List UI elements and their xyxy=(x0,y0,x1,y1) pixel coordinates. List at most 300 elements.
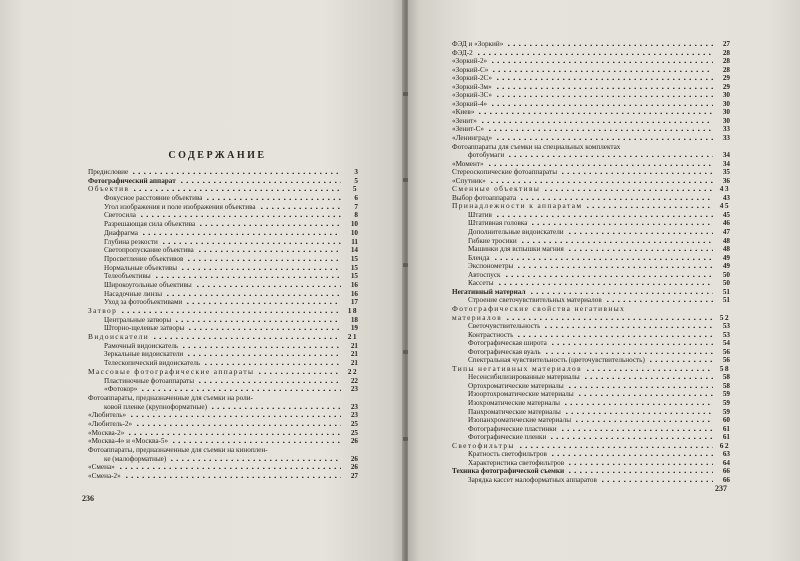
toc-entry-page: 46 xyxy=(722,219,730,228)
toc-entry-title: «Смена-2» xyxy=(88,472,121,481)
toc-leader-dots xyxy=(139,210,341,217)
toc-entry-page: 56 xyxy=(722,356,730,365)
toc-entry xyxy=(452,39,730,48)
toc-entry-page: 15 xyxy=(350,272,358,281)
toc-entry xyxy=(452,449,730,458)
toc-leader-dots xyxy=(490,99,713,106)
toc-leader-dots xyxy=(567,244,713,251)
toc-leader-dots xyxy=(169,454,341,461)
toc-entry xyxy=(452,381,730,390)
toc-entry-title: Изоортохроматические материалы xyxy=(468,390,574,399)
toc-entry-title: Объектив xyxy=(88,185,130,194)
toc-leader-dots xyxy=(544,347,713,354)
toc-entry xyxy=(452,116,730,125)
toc-leader-dots xyxy=(529,287,714,294)
toc-entry xyxy=(88,393,358,402)
toc-entry xyxy=(88,297,358,306)
toc-leader-dots xyxy=(495,90,713,97)
toc-leader-dots xyxy=(487,124,713,131)
toc-entry xyxy=(88,202,358,211)
toc-leader-dots xyxy=(505,313,713,320)
toc-leader-dots xyxy=(506,39,713,46)
toc-entry xyxy=(88,210,358,219)
toc-entry xyxy=(452,142,730,151)
toc-entry-title: «Зоркий-3С» xyxy=(452,91,492,100)
toc-leader-dots xyxy=(135,419,341,426)
toc-leader-dots xyxy=(129,410,341,417)
toc-entry-page: 48 xyxy=(722,236,730,245)
toc-leader-dots xyxy=(127,428,341,435)
toc-entry xyxy=(88,358,358,367)
toc-entry-title: Рамочный видоискатель xyxy=(104,341,179,350)
toc-entry-title: Телеобъективы xyxy=(104,272,151,281)
toc-entry xyxy=(452,201,730,210)
toc-entry-page: 14 xyxy=(350,246,358,255)
toc-entry-title: Принадлежности к аппаратам xyxy=(452,202,583,211)
toc-entry-title: Ортохроматические материалы xyxy=(468,381,564,390)
toc-leader-dots xyxy=(543,184,713,191)
toc-leader-dots xyxy=(487,159,713,166)
toc-entry-title: Светопропускание объектива xyxy=(104,246,194,255)
toc-entry-page: 36 xyxy=(722,176,730,185)
toc-entry xyxy=(452,244,730,253)
toc-entry xyxy=(88,306,358,315)
toc-leader-dots xyxy=(493,253,713,260)
toc-leader-dots xyxy=(152,332,341,339)
toc-leader-dots xyxy=(504,270,713,277)
toc-leader-dots xyxy=(600,475,713,482)
toc-leader-dots xyxy=(585,364,713,371)
toc-entry xyxy=(452,355,730,364)
toc-leader-dots xyxy=(489,176,713,183)
toc-entry-page: 26 xyxy=(350,454,358,463)
toc-entry-page: 63 xyxy=(722,450,730,459)
toc-leader-dots xyxy=(605,295,713,302)
toc-entry-title: Автоспуск xyxy=(468,270,501,279)
toc-leader-dots xyxy=(577,389,713,396)
toc-list-right xyxy=(452,39,730,483)
toc-entry xyxy=(452,261,730,270)
toc-entry xyxy=(88,176,358,185)
toc-leader-dots xyxy=(564,407,713,414)
toc-leader-dots xyxy=(477,107,713,114)
toc-entry-page: 26 xyxy=(350,463,358,472)
toc-entry xyxy=(452,107,730,116)
toc-entry-title: Фотографический аппарат xyxy=(88,176,176,185)
toc-entry-title: «Смена» xyxy=(88,463,115,472)
toc-entry-page: 61 xyxy=(722,424,730,433)
toc-entry-page: 51 xyxy=(722,287,730,296)
toc-entry-title: Сменные объективы xyxy=(452,185,541,194)
toc-leader-dots xyxy=(131,167,341,174)
toc-entry xyxy=(452,73,730,82)
toc-entry-title: ковой пленке (крупноформатные) xyxy=(104,402,207,411)
toc-entry-page: 25 xyxy=(350,419,358,428)
toc-entry-title: Спектральная чувствительность (цветочувствительность) xyxy=(468,356,645,365)
toc-entry xyxy=(88,445,358,454)
toc-leader-dots xyxy=(549,432,713,439)
toc-entry xyxy=(452,295,730,304)
toc-entry xyxy=(88,376,358,385)
toc-entry-title: «Зоркий-С» xyxy=(452,65,489,74)
toc-entry xyxy=(452,441,730,450)
toc-entry xyxy=(452,90,730,99)
toc-entry xyxy=(452,432,730,441)
toc-entry-page: 56 xyxy=(722,347,730,356)
toc-entry-title: Светосила xyxy=(104,211,136,220)
page-number-left: 236 xyxy=(82,494,94,503)
toc-entry-title: Дополнительные видоискатели xyxy=(468,228,564,237)
toc-entry-page: 53 xyxy=(722,330,730,339)
toc-entry-page: 43 xyxy=(722,193,730,202)
toc-entry xyxy=(452,389,730,398)
toc-entry-title: фотобумаги xyxy=(468,151,505,160)
toc-leader-dots xyxy=(560,167,713,174)
toc-leader-dots xyxy=(171,436,341,443)
toc-leader-dots xyxy=(507,150,713,157)
toc-entry-title: «Любитель-2» xyxy=(88,419,133,428)
toc-entry-title: Выбор фотоаппарата xyxy=(452,193,517,202)
toc-entry xyxy=(88,471,358,480)
toc-leader-dots xyxy=(519,193,713,200)
toc-entry-title: Светофильтры xyxy=(452,441,515,450)
toc-leader-dots xyxy=(165,289,341,296)
toc-list-left xyxy=(88,167,358,480)
toc-entry-page: 35 xyxy=(722,168,730,177)
toc-leader-dots xyxy=(141,228,341,235)
toc-leader-dots xyxy=(495,73,713,80)
toc-entry-title: материалов xyxy=(452,313,503,322)
toc-entry-title: Телескопический видоискатель xyxy=(104,359,201,368)
toc-entry-title: Нормальные объективы xyxy=(104,263,178,272)
toc-entry xyxy=(88,349,358,358)
toc-leader-dots xyxy=(495,210,713,217)
toc-entry-page: 53 xyxy=(722,322,730,331)
toc-entry xyxy=(88,193,358,202)
toc-entry xyxy=(88,436,358,445)
toc-entry xyxy=(452,304,730,313)
toc-entry xyxy=(452,424,730,433)
toc-entry-title: Угол изображения и поле изображения объектива xyxy=(104,202,256,211)
toc-entry-title: «Зоркий-3м» xyxy=(452,82,492,91)
toc-entry xyxy=(452,338,730,347)
toc-entry xyxy=(452,364,730,373)
toc-entry-title: Разрешающая сила объектива xyxy=(104,220,196,229)
toc-entry-title: Предисловие xyxy=(88,168,129,176)
toc-entry-page: 23 xyxy=(350,411,358,420)
toc-entry-title: «Момент» xyxy=(452,159,484,168)
toc-entry xyxy=(88,419,358,428)
toc-entry-title: «Зоркий-2С» xyxy=(452,74,492,83)
toc-entry-page: 28 xyxy=(722,65,730,74)
toc-entry xyxy=(88,271,358,280)
toc-entry-title: Фотоаппараты для съемки на специальных комплектах xyxy=(452,142,621,151)
toc-entry xyxy=(452,150,730,159)
toc-entry-page: 21 xyxy=(347,332,358,342)
toc-entry-title: «Зенит-С» xyxy=(452,125,484,134)
toc-leader-dots xyxy=(140,384,341,391)
toc-leader-dots xyxy=(585,201,713,208)
toc-entry xyxy=(88,245,358,254)
toc-leader-dots xyxy=(154,271,341,278)
toc-entry-page: 27 xyxy=(350,472,358,481)
toc-entry-title: Гибкие тросики xyxy=(468,236,517,245)
toc-entry xyxy=(452,287,730,296)
toc-leader-dots xyxy=(210,402,341,409)
toc-entry-page: 18 xyxy=(347,306,358,315)
toc-entry-title: Характеристика светофильтров xyxy=(468,458,565,467)
toc-entry-title: «Зоркий-2» xyxy=(452,57,488,66)
toc-leader-dots xyxy=(480,116,713,123)
toc-entry xyxy=(452,278,730,287)
toc-entry-page: 10 xyxy=(350,220,358,229)
toc-entry xyxy=(452,466,730,475)
toc-leader-dots xyxy=(180,263,341,270)
toc-entry-title: «Ленинград» xyxy=(452,134,493,143)
toc-entry-page: 50 xyxy=(722,270,730,279)
toc-entry xyxy=(452,82,730,91)
toc-entry-title: «Спутник» xyxy=(452,176,486,185)
toc-leader-dots xyxy=(560,424,713,431)
toc-leader-dots xyxy=(490,56,713,63)
toc-entry-page: 61 xyxy=(722,433,730,442)
toc-entry-title: Экспонометры xyxy=(468,262,514,271)
toc-entry-title: Зарядка кассет малоформатных аппаратов xyxy=(468,475,597,484)
toc-leader-dots xyxy=(203,358,341,365)
toc-entry xyxy=(452,159,730,168)
toc-leader-dots xyxy=(118,462,341,469)
toc-leader-dots xyxy=(495,133,713,140)
toc-entry-page: 7 xyxy=(354,202,358,211)
toc-entry-page: 3 xyxy=(354,168,358,176)
toc-entry xyxy=(88,184,358,193)
toc-entry-page: 18 xyxy=(350,315,358,324)
toc-entry xyxy=(452,99,730,108)
toc-leader-dots xyxy=(185,297,341,304)
toc-entry-page: 28 xyxy=(722,57,730,66)
toc-leader-dots xyxy=(120,306,341,313)
toc-entry-page: 16 xyxy=(350,289,358,298)
toc-leader-dots xyxy=(132,184,341,191)
toc-leader-dots xyxy=(259,202,341,209)
toc-entry xyxy=(452,176,730,185)
toc-entry xyxy=(88,410,358,419)
toc-leader-dots xyxy=(197,376,341,383)
toc-entry-page: 59 xyxy=(722,390,730,399)
toc-entry-page: 17 xyxy=(350,298,358,307)
toc-entry-title: Изохроматические материалы xyxy=(468,398,560,407)
toc-leader-dots xyxy=(491,65,713,72)
toc-leader-dots xyxy=(648,355,713,362)
toc-entry-page: 59 xyxy=(722,407,730,416)
toc-leader-dots xyxy=(518,441,713,448)
toc-entry-page: 48 xyxy=(722,245,730,254)
toc-leader-dots xyxy=(567,458,713,465)
toc-entry-page: 62 xyxy=(719,440,730,450)
toc-entry xyxy=(452,133,730,142)
toc-entry xyxy=(88,228,358,237)
toc-entry-page: 66 xyxy=(722,467,730,476)
toc-entry-page: 16 xyxy=(350,280,358,289)
toc-entry-page: 27 xyxy=(722,40,730,48)
toc-entry-page: 51 xyxy=(722,296,730,305)
toc-entry-title: Массовые фотографические аппараты xyxy=(88,367,255,376)
toc-leader-dots xyxy=(257,367,341,374)
toc-entry-title: Центральные затворы xyxy=(104,315,172,324)
toc-entry-title: Диафрагма xyxy=(104,228,138,237)
toc-leader-dots xyxy=(516,261,713,268)
toc-leader-dots xyxy=(161,237,341,244)
toc-entry-page: 49 xyxy=(722,253,730,262)
toc-entry-page: 21 xyxy=(350,350,358,359)
toc-entry-page: 33 xyxy=(722,125,730,134)
toc-entry-page: 10 xyxy=(350,228,358,237)
toc-entry xyxy=(452,193,730,202)
toc-entry xyxy=(88,167,358,176)
toc-entry-page: 60 xyxy=(722,416,730,425)
toc-entry-page: 22 xyxy=(350,376,358,385)
toc-entry-page: 29 xyxy=(722,82,730,91)
toc-leader-dots xyxy=(187,323,341,330)
page-number-right: 237 xyxy=(715,484,727,493)
toc-entry xyxy=(88,367,358,376)
toc-entry-page: 29 xyxy=(722,74,730,83)
toc-entry-title: ФЭД и «Зоркий» xyxy=(452,40,504,48)
toc-leader-dots xyxy=(530,218,713,225)
toc-entry xyxy=(452,124,730,133)
toc-entry-page: 25 xyxy=(350,428,358,437)
toc-leader-dots xyxy=(567,466,713,473)
toc-entry-page: 30 xyxy=(722,91,730,100)
toc-entry-page: 15 xyxy=(350,263,358,272)
toc-entry-title: «Москва-4» и «Москва-5» xyxy=(88,437,169,446)
toc-entry-title: ФЭД-2 xyxy=(452,48,473,57)
toc-entry-title: Затвор xyxy=(88,307,118,315)
toc-leader-dots xyxy=(205,193,341,200)
toc-entry-title: Просветление объективов xyxy=(104,254,184,263)
toc-entry-page: 66 xyxy=(722,475,730,484)
toc-entry-title: Зеркальные видоискатели xyxy=(104,350,184,359)
toc-entry-page: 59 xyxy=(722,398,730,407)
toc-entry-page: 5 xyxy=(352,184,358,194)
toc-entry-title: Контрастность xyxy=(468,330,514,339)
toc-leader-dots xyxy=(195,280,341,287)
toc-entry-title: Фотографическая вуаль xyxy=(468,347,541,356)
toc-leader-dots xyxy=(179,176,341,183)
toc-entry-title: Типы негативных материалов xyxy=(452,364,583,373)
toc-entry xyxy=(452,65,730,74)
toc-entry-title: Кратность светофильтров xyxy=(468,450,547,459)
toc-entry xyxy=(88,454,358,463)
toc-entry-page: 21 xyxy=(350,359,358,368)
toc-entry xyxy=(88,219,358,228)
toc-entry-page: 21 xyxy=(350,341,358,350)
toc-entry-page: 6 xyxy=(354,194,358,203)
toc-leader-dots xyxy=(198,219,341,226)
toc-entry-title: Шторно-щелевые затворы xyxy=(104,324,185,333)
toc-entry-title: Панхроматические материалы xyxy=(468,407,561,416)
toc-entry-page: 33 xyxy=(722,134,730,143)
toc-entry xyxy=(452,347,730,356)
toc-entry xyxy=(452,56,730,65)
contents-heading: СОДЕРЖАНИЕ xyxy=(168,150,267,161)
toc-entry xyxy=(88,402,358,411)
toc-leader-dots xyxy=(583,372,713,379)
toc-leader-dots xyxy=(186,254,341,261)
toc-entry-title: ке (малоформатные) xyxy=(104,454,167,463)
toc-leader-dots xyxy=(174,315,341,322)
toc-entry xyxy=(452,407,730,416)
toc-entry xyxy=(452,236,730,245)
toc-entry-title: «Киев» xyxy=(452,108,475,117)
toc-entry xyxy=(88,263,358,272)
toc-entry-page: 47 xyxy=(722,228,730,237)
toc-entry-page: 5 xyxy=(354,176,358,185)
toc-entry-title: «Зоркий-4» xyxy=(452,99,488,108)
toc-entry xyxy=(88,332,358,341)
toc-entry-title: Пластиночные фотоаппараты xyxy=(104,376,195,385)
toc-entry-title: Штатив xyxy=(468,210,492,219)
toc-entry xyxy=(88,254,358,263)
toc-entry-page: 34 xyxy=(722,159,730,168)
toc-entry-page: 34 xyxy=(722,151,730,160)
toc-entry-title: Фотоаппараты, предназначенные для съемки на роли- xyxy=(88,393,253,402)
toc-entry-page: 23 xyxy=(350,385,358,394)
toc-entry-title: Строение светочувствительных материалов xyxy=(468,296,602,305)
toc-entry-page: 58 xyxy=(722,381,730,390)
toc-entry-title: «Зенит» xyxy=(452,116,477,125)
toc-entry-title: Фотографические пластинки xyxy=(468,424,557,433)
toc-entry xyxy=(452,184,730,193)
toc-entry-page: 15 xyxy=(350,254,358,263)
toc-entry-page: 30 xyxy=(722,99,730,108)
toc-entry-title: Фотографические свойства негативных xyxy=(452,304,626,313)
toc-entry-title: Насадочные линзы xyxy=(104,289,163,298)
toc-entry-page: 43 xyxy=(719,184,730,194)
toc-leader-dots xyxy=(550,338,713,345)
toc-leader-dots xyxy=(574,415,713,422)
toc-leader-dots xyxy=(516,330,713,337)
toc-leader-dots xyxy=(563,398,713,405)
toc-entry xyxy=(452,270,730,279)
toc-entry xyxy=(452,415,730,424)
toc-entry xyxy=(452,321,730,330)
toc-entry-page: 11 xyxy=(351,237,358,246)
toc-entry xyxy=(452,398,730,407)
toc-leader-dots xyxy=(495,82,713,89)
toc-entry-title: Негативный материал xyxy=(452,287,526,296)
toc-entry-title: Фокусное расстояние объектива xyxy=(104,194,203,203)
toc-entry-title: Стереоскопические фотоаппараты xyxy=(452,168,558,177)
toc-entry-title: Изопанхроматические материалы xyxy=(468,416,572,425)
toc-entry xyxy=(452,210,730,219)
toc-entry xyxy=(88,428,358,437)
toc-entry-page: 52 xyxy=(719,312,730,322)
toc-entry xyxy=(88,280,358,289)
toc-entry-title: «Фотокор» xyxy=(104,385,138,394)
toc-entry xyxy=(452,253,730,262)
toc-entry-title: Фотографическая широта xyxy=(468,339,547,348)
toc-entry-title: Штативная головка xyxy=(468,219,528,228)
toc-entry-page: 45 xyxy=(722,210,730,219)
toc-entry-page: 8 xyxy=(354,211,358,220)
toc-entry xyxy=(88,315,358,324)
toc-entry-page: 30 xyxy=(722,116,730,125)
toc-leader-dots xyxy=(520,236,713,243)
toc-leader-dots xyxy=(124,471,341,478)
toc-entry-title: Видоискатели xyxy=(88,333,150,342)
toc-leader-dots xyxy=(197,245,341,252)
